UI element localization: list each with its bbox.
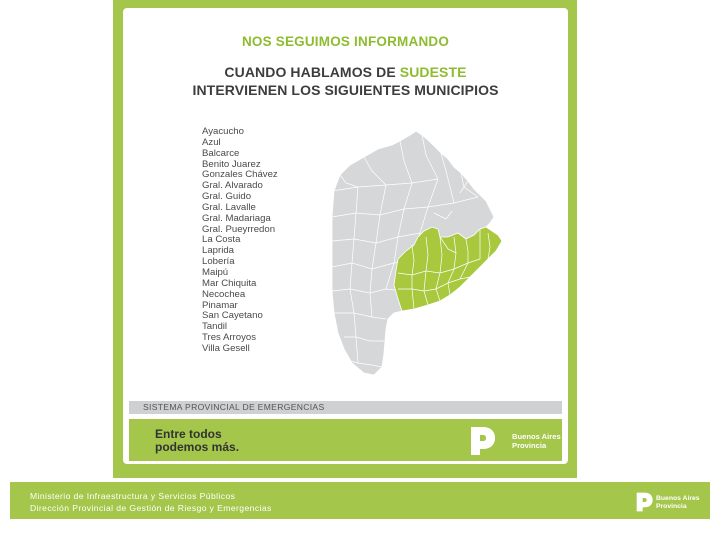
municipality-item: Necochea bbox=[202, 288, 246, 300]
municipality-item: Mar Chiquita bbox=[202, 277, 257, 289]
system-bar bbox=[129, 401, 562, 414]
municipality-item: Gral. Pueyrredon bbox=[202, 223, 276, 235]
system-label: SISTEMA PROVINCIAL DE EMERGENCIAS bbox=[143, 402, 325, 412]
emergency-poster bbox=[113, 0, 577, 478]
headline-line-2: INTERVIENEN LOS SIGUIENTES MUNICIPIOS bbox=[192, 82, 499, 98]
headline-region: SUDESTE bbox=[399, 64, 467, 80]
brand-line-1: Buenos Aires bbox=[512, 432, 561, 441]
municipality-item: Pinamar bbox=[202, 299, 238, 311]
brand-line-2: Provincia bbox=[512, 441, 547, 450]
municipality-item: Villa Gesell bbox=[202, 342, 250, 354]
headline-line-1 bbox=[123, 64, 568, 80]
footer-logo-icon bbox=[634, 491, 654, 513]
footer-brand-line-2: Provincia bbox=[656, 503, 687, 510]
brand-text bbox=[512, 432, 561, 450]
municipality-item: Gral. Lavalle bbox=[202, 201, 256, 213]
headline-prefix: CUANDO HABLAMOS DE bbox=[224, 64, 400, 80]
municipality-item: Gral. Madariaga bbox=[202, 212, 271, 224]
municipality-item: Balcarce bbox=[202, 147, 240, 159]
footer-bar bbox=[10, 482, 710, 519]
municipality-item: Laprida bbox=[202, 245, 235, 257]
province-logo-icon bbox=[467, 425, 497, 457]
municipality-item: Tres Arroyos bbox=[202, 332, 257, 344]
footer-brand-line-1: Buenos Aires bbox=[656, 495, 700, 502]
municipality-item: Ayacucho bbox=[202, 126, 244, 137]
municipality-item: Benito Juarez bbox=[202, 158, 261, 170]
municipality-item: La Costa bbox=[202, 234, 241, 246]
slogan bbox=[155, 428, 239, 453]
slogan-line-2: podemos más. bbox=[155, 439, 240, 454]
municipality-item: Gral. Alvarado bbox=[202, 180, 263, 192]
footer-directorate: Dirección Provincial de Gestión de Riesgo y Emergencias bbox=[30, 503, 272, 513]
province-map bbox=[328, 113, 558, 383]
poster-card bbox=[123, 8, 568, 464]
municipality-item: San Cayetano bbox=[202, 310, 263, 322]
municipality-list bbox=[202, 127, 278, 355]
municipality-item: Lobería bbox=[202, 256, 235, 268]
municipality-item: Gonzales Chávez bbox=[202, 169, 278, 181]
municipality-item: Gral. Guido bbox=[202, 191, 252, 203]
municipality-item: Azul bbox=[202, 136, 221, 148]
municipality-item: Maipú bbox=[202, 266, 229, 278]
footer-brand-text bbox=[656, 495, 700, 511]
footer-ministry: Ministerio de Infraestructura y Servicios Públicos bbox=[30, 491, 236, 501]
municipality-item: Tandil bbox=[202, 321, 228, 333]
slogan-bar bbox=[129, 419, 562, 461]
slogan-line-1: Entre todos bbox=[155, 427, 222, 441]
poster-kicker: NOS SEGUIMOS INFORMANDO bbox=[241, 34, 450, 49]
